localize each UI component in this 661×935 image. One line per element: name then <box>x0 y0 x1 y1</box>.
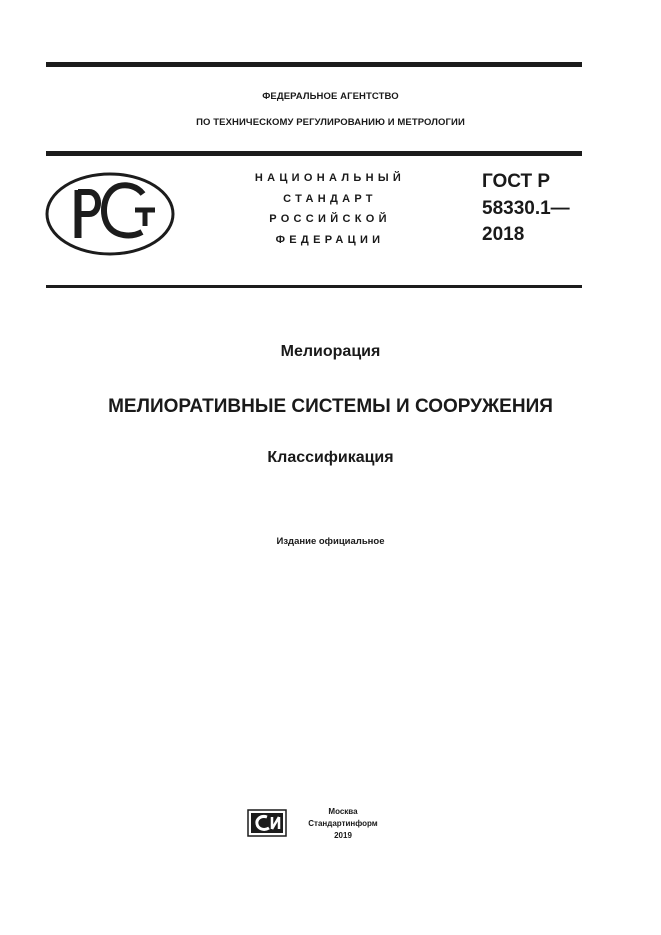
edition-label: Издание официальное <box>276 536 385 547</box>
publisher-city: Москва <box>328 807 358 816</box>
designation-line-3: 2018 <box>482 224 525 245</box>
publisher-year: 2019 <box>334 831 352 840</box>
standartinform-logo-icon <box>247 808 287 838</box>
header-rule <box>46 151 582 156</box>
standard-type-line-2: СТАНДАРТ <box>283 193 377 205</box>
publisher-name: Стандартинформ <box>308 819 378 828</box>
designation-line-2: 58330.1— <box>482 198 570 219</box>
standard-type-line-1: НАЦИОНАЛЬНЫЙ <box>254 172 406 184</box>
main-title: МЕЛИОРАТИВНЫЕ СИСТЕМЫ И СООРУЖЕНИЯ <box>108 396 553 417</box>
field-title: Мелиорация <box>280 343 381 360</box>
standard-type-line-3: РОССИЙСКОЙ <box>269 213 391 225</box>
subtitle: Классификация <box>267 449 394 466</box>
top-rule <box>46 62 582 67</box>
gost-r-certification-mark-icon <box>45 172 175 256</box>
standard-type-line-4: ФЕДЕРАЦИИ <box>275 234 385 246</box>
agency-line-2: ПО ТЕХНИЧЕСКОМУ РЕГУЛИРОВАНИЮ И МЕТРОЛОГИИ <box>196 117 465 128</box>
designation-line-1: ГОСТ Р <box>482 171 551 192</box>
agency-line-1: ФЕДЕРАЛЬНОЕ АГЕНТСТВО <box>262 91 399 102</box>
title-block-rule <box>46 285 582 288</box>
